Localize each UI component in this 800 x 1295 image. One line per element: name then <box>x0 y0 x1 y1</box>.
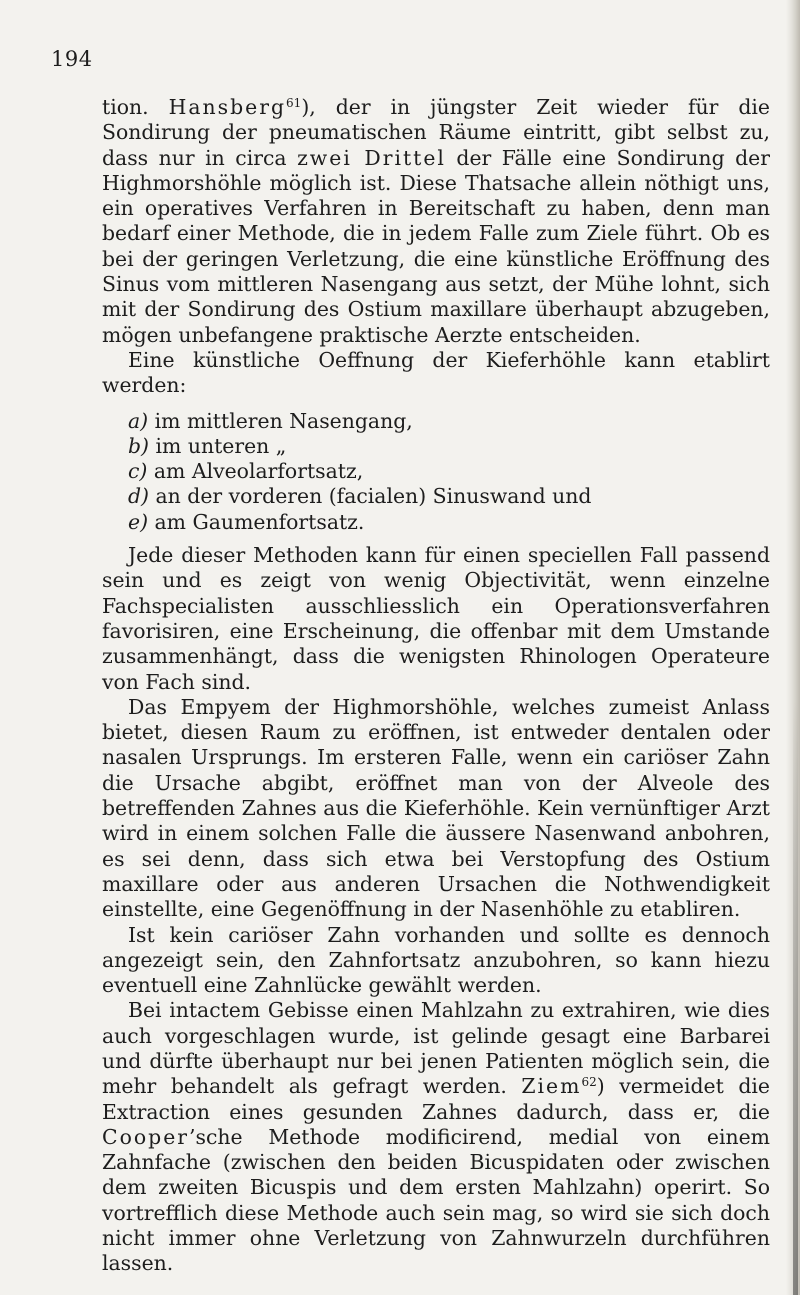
paragraph-2: Eine künstliche Oeffnung der Kieferhöhle kann etablirt werden: <box>102 347 770 398</box>
paragraph-3: Jede dieser Methoden kann für einen speciellen Fall passend sein und es zeigt von wenig Objectivität, wenn einzelne Fachspecialisten ausschliesslich ein Operationsverfahren favorisiren, eine Erscheinung, die offenbar mit dem Umstande zusammenhängt, dass die wenigsten Rhinologen Operateure von Fach sind. <box>102 543 770 694</box>
text-run: der Fälle eine Sondirung der Highmorshöhle möglich ist. Diese Thatsache allein nöthigt uns, ein operatives Verfahren in Bereitschaft zu haben, denn man bedarf einer Methode, die in jedem Falle zum Ziele führt. Ob es bei der geringen Verletzung, die eine künstliche Eröffnung des Sinus vom mittleren Nasengang aus setzt, der Mühe lohnt, sich mit der Sondirung des Ostium maxillare überhaupt abzugeben, mögen unbefangene praktische Aerzte entscheiden. <box>102 145 770 347</box>
list-item-text: am Alveolarfortsatz, <box>153 459 364 484</box>
text-run: ), der in jüngster Zeit wieder für die Sondirung der pneumatischen Räume eintritt, gibt selbst zu, dass nur in circa <box>102 95 770 170</box>
list-item-text: im mittleren Nasengang, <box>154 408 413 433</box>
paragraph-1 <box>102 95 770 348</box>
paragraph-6 <box>102 998 770 1276</box>
list-item <box>102 484 770 509</box>
list-marker: e) <box>128 509 149 534</box>
list-item <box>102 409 770 434</box>
author-name: Cooper <box>102 1124 190 1149</box>
list-item <box>102 510 770 535</box>
method-list <box>102 409 770 535</box>
body-text <box>102 95 770 1277</box>
footnote-ref: 62 <box>581 1075 597 1090</box>
list-marker: c) <box>128 459 148 484</box>
emphasis-text: zwei Drittel <box>297 145 446 170</box>
text-run: ) vermeidet die Extraction eines gesunden Zahnes dadurch, dass er, die <box>102 1074 770 1124</box>
author-name: Ziem <box>521 1074 582 1099</box>
author-name: Hansberg <box>168 95 287 119</box>
text-run: tion. <box>102 95 169 119</box>
list-marker: b) <box>128 433 150 458</box>
paragraph-4: Das Empyem der Highmorshöhle, welches zumeist Anlass bietet, diesen Raum zu eröffnen, ist entweder dentalen oder nasalen Ursprungs. Im ersteren Falle, wenn ein cariöser Zahn die Ursache abgibt, eröffnet man von der Alveole des betreffenden Zahnes aus die Kieferhöhle. Kein vernünftiger Arzt wird in einem solchen Falle die äussere Nasenwand anbohren, es sei denn, dass sich etwa bei Verstopfung des Ostium maxillare oder aus anderen Ursachen die Nothwendigkeit einstellte, eine Gegenöffnung in der Nasenhöhle zu etabliren. <box>102 694 770 922</box>
list-item-text: an der vorderen (facialen) Sinuswand und <box>155 484 592 509</box>
page-number: 194 <box>51 47 93 71</box>
paragraph-5: Ist kein cariöser Zahn vorhanden und sollte es dennoch angezeigt sein, den Zahnfortsatz anzubohren, so kann hiezu eventuell eine Zahnlücke gewählt werden. <box>102 922 770 998</box>
list-item-text: am Gaumenfortsatz. <box>154 509 365 534</box>
list-marker: d) <box>128 484 150 509</box>
footnote-ref: 61 <box>286 96 302 110</box>
list-item <box>102 434 770 459</box>
text-run: Bei intactem Gebisse einen Mahlzahn zu extrahiren, wie dies auch vorgeschlagen wurde, ist gelinde gesagt eine Barbarei und dürfte überhaupt nur bei jenen Patienten möglich sein, die mehr behandelt als gefragt werden. <box>102 998 770 1099</box>
page-edge-shadow <box>786 0 800 1295</box>
list-marker: a) <box>128 408 149 433</box>
list-item-text: im unteren „ <box>155 433 287 458</box>
text-run: ’sche Methode modificirend, medial von einem Zahnfache (zwischen den beiden Bicuspidaten oder zwischen dem zweiten Bicuspis und dem ersten Mahlzahn) operirt. So vortrefflich diese Methode auch sein mag, so wird sie sich doch nicht immer ohne Verletzung von Zahnwurzeln durchführen lassen. <box>102 1124 770 1276</box>
list-item <box>102 459 770 484</box>
